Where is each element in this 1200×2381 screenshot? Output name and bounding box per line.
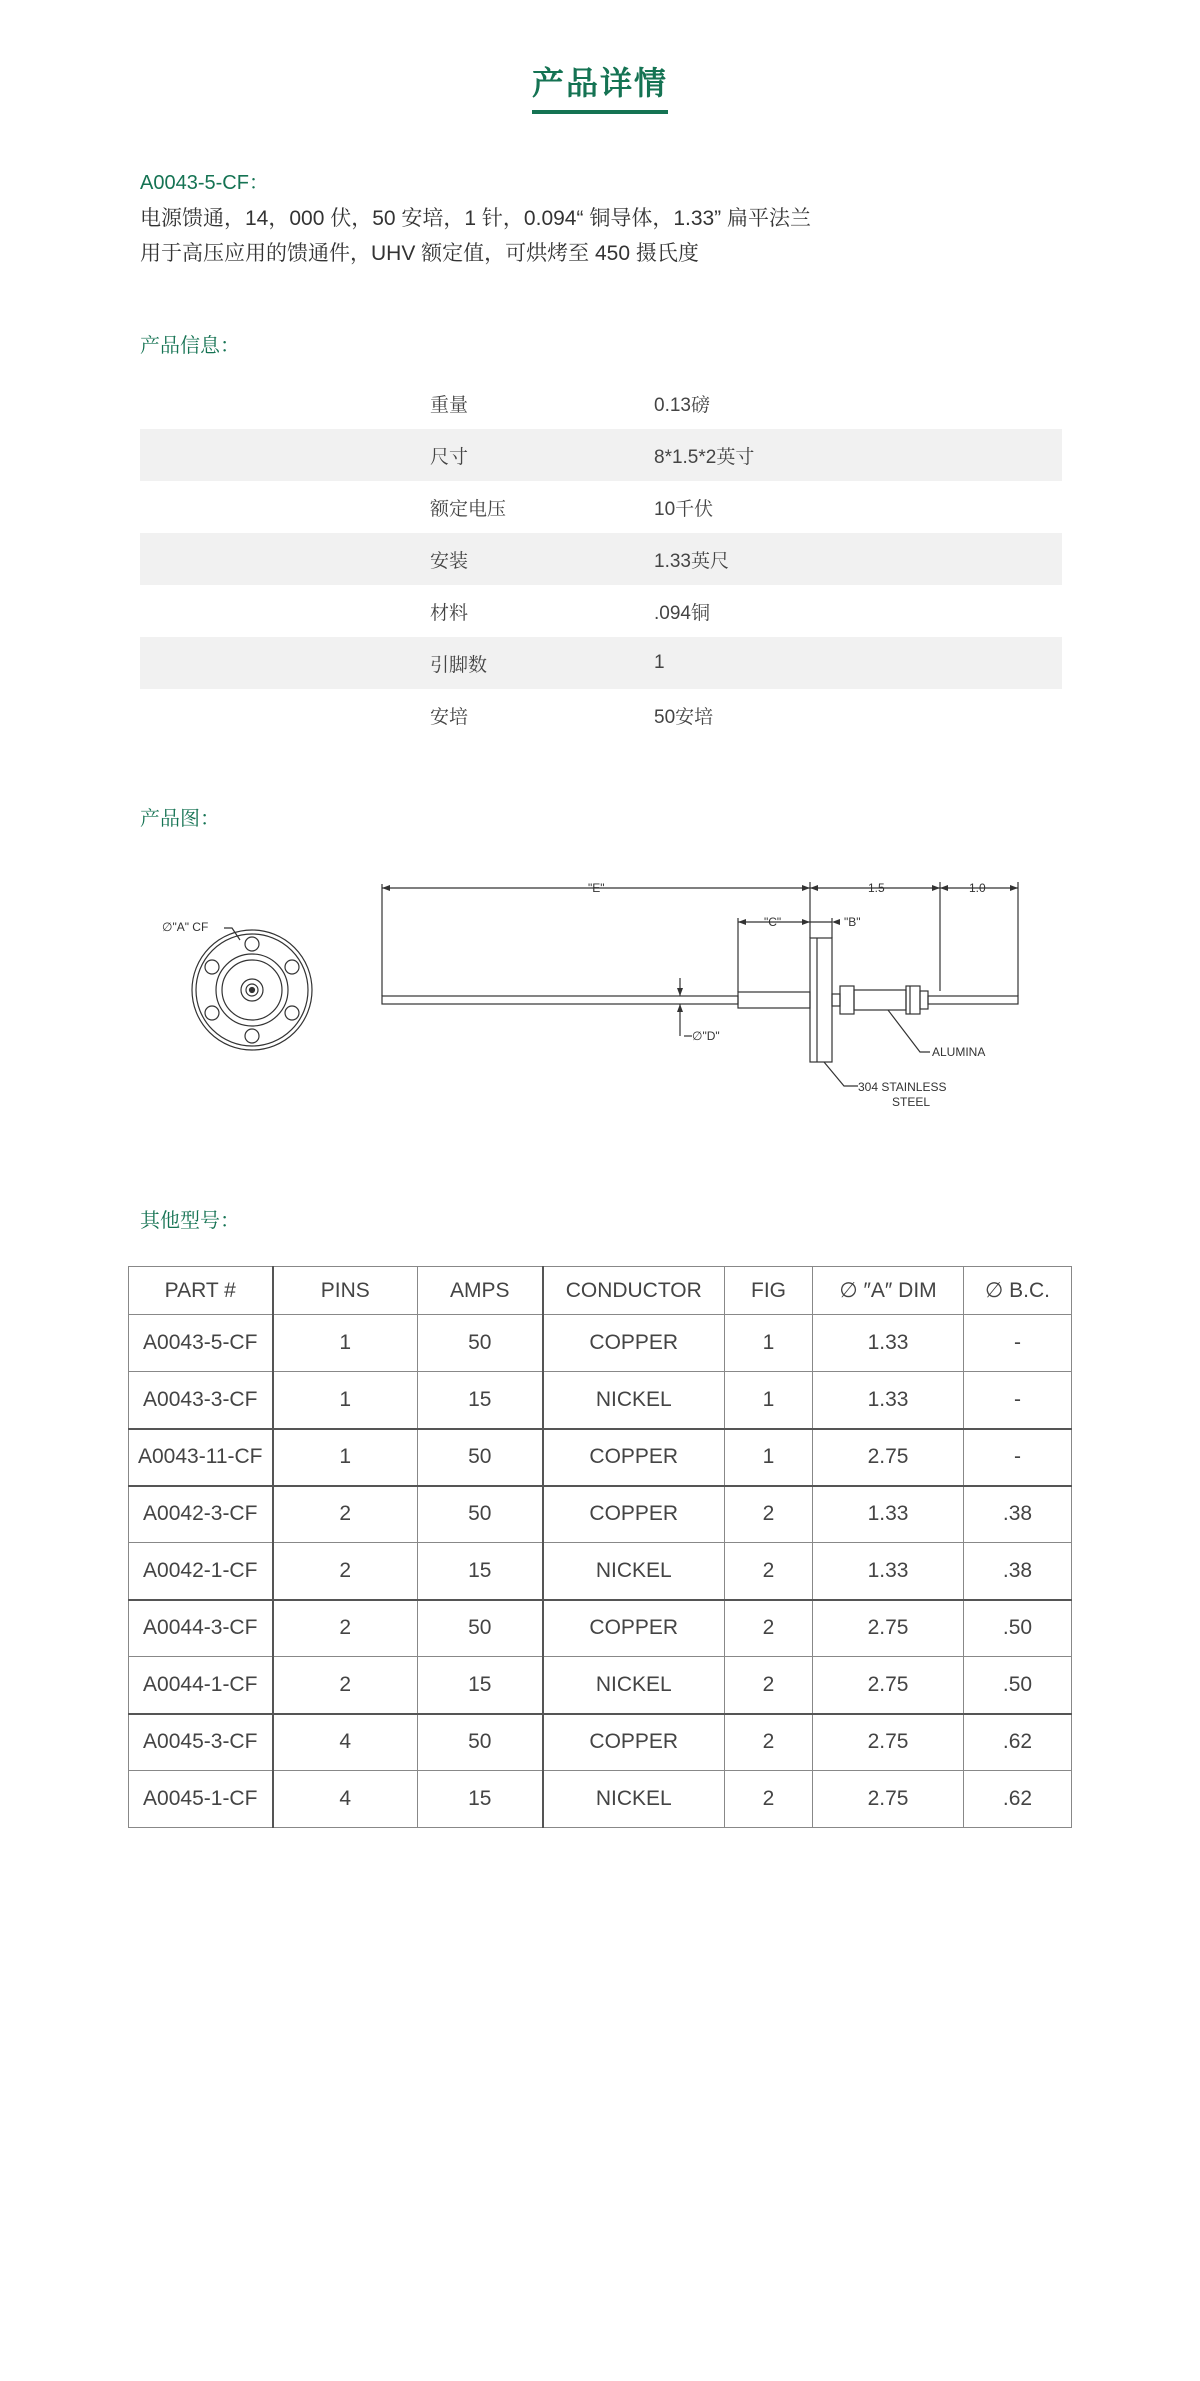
table-row — [129, 1372, 1072, 1429]
cell-amps: 50 — [418, 1600, 543, 1657]
other-models-table — [128, 1266, 1072, 1828]
cell-pins: 4 — [273, 1771, 418, 1828]
cell-bc: - — [964, 1372, 1072, 1429]
col-header-fig: FIG — [725, 1267, 813, 1315]
table-header-row — [129, 1267, 1072, 1315]
product-technical-drawing — [140, 860, 1060, 1120]
cell-fig: 2 — [725, 1543, 813, 1600]
feedthrough-side-view — [382, 882, 1018, 1086]
flange-dim-label: ∅"A" CF — [162, 920, 209, 934]
dim-e-label: "E" — [588, 881, 605, 895]
info-value: 1 — [654, 652, 665, 673]
cell-a-dim: 2.75 — [813, 1714, 964, 1771]
info-key: 尺寸 — [430, 446, 469, 468]
page-title: 产品详情 — [532, 58, 668, 114]
cell-pins: 1 — [273, 1315, 418, 1372]
dim-d-label: ∅"D" — [692, 1029, 720, 1043]
product-figure-label: 产品图： — [140, 808, 220, 830]
cell-fig: 2 — [725, 1657, 813, 1714]
dim-b-label: "B" — [844, 915, 861, 929]
cell-conductor: NICKEL — [543, 1657, 725, 1714]
info-key: 引脚数 — [430, 654, 488, 676]
cell-amps: 15 — [418, 1771, 543, 1828]
cell-part: A0043-5-CF — [129, 1315, 273, 1372]
cell-pins: 1 — [273, 1429, 418, 1486]
info-key: 重量 — [430, 394, 469, 416]
info-value: 8*1.5*2英寸 — [654, 446, 755, 468]
cell-fig: 2 — [725, 1771, 813, 1828]
cell-part: A0045-3-CF — [129, 1714, 273, 1771]
steel-label-line2: STEEL — [892, 1095, 931, 1109]
cell-amps: 50 — [418, 1315, 543, 1372]
cell-part: A0045-1-CF — [129, 1771, 273, 1828]
info-key: 安装 — [430, 550, 469, 572]
table-row — [129, 1600, 1072, 1657]
steel-label-line1: 304 STAINLESS — [858, 1080, 947, 1094]
cell-pins: 2 — [273, 1657, 418, 1714]
cell-fig: 2 — [725, 1714, 813, 1771]
col-header-conductor: CONDUCTOR — [543, 1267, 725, 1315]
cell-a-dim: 2.75 — [813, 1771, 964, 1828]
cell-a-dim: 1.33 — [813, 1543, 964, 1600]
cell-part: A0044-1-CF — [129, 1657, 273, 1714]
cell-conductor: COPPER — [543, 1600, 725, 1657]
cell-part: A0044-3-CF — [129, 1600, 273, 1657]
info-row — [140, 689, 1062, 741]
info-row — [140, 637, 1062, 689]
info-row — [140, 429, 1062, 481]
cell-pins: 2 — [273, 1486, 418, 1543]
table-row — [129, 1543, 1072, 1600]
info-row — [140, 533, 1062, 585]
table-row — [129, 1429, 1072, 1486]
product-info-label: 产品信息： — [140, 335, 240, 357]
cell-conductor: COPPER — [543, 1429, 725, 1486]
dim-10-label: 1.0 — [969, 881, 986, 895]
cell-a-dim: 2.75 — [813, 1600, 964, 1657]
info-value: 1.33英尺 — [654, 550, 729, 572]
cell-a-dim: 1.33 — [813, 1315, 964, 1372]
other-models-label: 其他型号： — [140, 1210, 240, 1232]
col-header-bc: ∅ B.C. — [964, 1267, 1072, 1315]
info-key: 安培 — [430, 706, 469, 728]
cell-amps: 50 — [418, 1714, 543, 1771]
info-value: 50安培 — [654, 706, 714, 728]
cell-part: A0042-3-CF — [129, 1486, 273, 1543]
cell-conductor: COPPER — [543, 1486, 725, 1543]
cell-conductor: COPPER — [543, 1714, 725, 1771]
flange-end-view — [192, 928, 312, 1050]
cell-pins: 1 — [273, 1372, 418, 1429]
dim-c-label: "C" — [764, 915, 782, 929]
cell-amps: 15 — [418, 1543, 543, 1600]
info-value: .094铜 — [654, 602, 710, 624]
dimension-arrowheads — [382, 885, 1018, 1012]
col-header-pins: PINS — [273, 1267, 418, 1315]
info-row — [140, 585, 1062, 637]
cell-fig: 1 — [725, 1429, 813, 1486]
cell-conductor: NICKEL — [543, 1372, 725, 1429]
cell-pins: 2 — [273, 1543, 418, 1600]
info-row — [140, 481, 1062, 533]
cell-fig: 2 — [725, 1600, 813, 1657]
cell-pins: 2 — [273, 1600, 418, 1657]
cell-fig: 1 — [725, 1315, 813, 1372]
col-header-part: PART # — [129, 1267, 273, 1315]
cell-a-dim: 2.75 — [813, 1429, 964, 1486]
cell-fig: 2 — [725, 1486, 813, 1543]
cell-bc: .62 — [964, 1714, 1072, 1771]
cell-part: A0043-3-CF — [129, 1372, 273, 1429]
cell-bc: .62 — [964, 1771, 1072, 1828]
cell-bc: - — [964, 1315, 1072, 1372]
cell-bc: .50 — [964, 1600, 1072, 1657]
table-row — [129, 1486, 1072, 1543]
page-title-wrap — [0, 58, 1200, 114]
product-info-table — [140, 377, 1062, 741]
cell-a-dim: 1.33 — [813, 1372, 964, 1429]
col-header-a-dim: ∅ ″A″ DIM — [813, 1267, 964, 1315]
alumina-label: ALUMINA — [932, 1045, 986, 1059]
table-row — [129, 1315, 1072, 1372]
description-line: 电源馈通，14，000 伏，50 安培，1 针，0.094“ 铜导体，1.33” 扁平法兰 — [140, 207, 812, 230]
cell-a-dim: 2.75 — [813, 1657, 964, 1714]
model-code: A0043-5-CF： — [140, 172, 269, 194]
cell-amps: 50 — [418, 1429, 543, 1486]
cell-part: A0043-11-CF — [129, 1429, 273, 1486]
cell-bc: .38 — [964, 1543, 1072, 1600]
cell-bc: .38 — [964, 1486, 1072, 1543]
info-key: 额定电压 — [430, 498, 507, 520]
info-value: 0.13磅 — [654, 394, 710, 416]
cell-a-dim: 1.33 — [813, 1486, 964, 1543]
cell-conductor: COPPER — [543, 1315, 725, 1372]
dim-15-label: 1.5 — [868, 881, 885, 895]
cell-conductor: NICKEL — [543, 1771, 725, 1828]
cell-pins: 4 — [273, 1714, 418, 1771]
table-row — [129, 1771, 1072, 1828]
cell-amps: 15 — [418, 1657, 543, 1714]
col-header-amps: AMPS — [418, 1267, 543, 1315]
info-key: 材料 — [430, 602, 469, 624]
cell-amps: 15 — [418, 1372, 543, 1429]
info-row — [140, 377, 1062, 429]
cell-conductor: NICKEL — [543, 1543, 725, 1600]
info-value: 10千伏 — [654, 498, 714, 520]
table-row — [129, 1714, 1072, 1771]
cell-part: A0042-1-CF — [129, 1543, 273, 1600]
table-row — [129, 1657, 1072, 1714]
description-line: 用于高压应用的馈通件，UHV 额定值，可烘烤至 450 摄氏度 — [140, 242, 699, 265]
cell-amps: 50 — [418, 1486, 543, 1543]
cell-bc: .50 — [964, 1657, 1072, 1714]
cell-fig: 1 — [725, 1372, 813, 1429]
cell-bc: - — [964, 1429, 1072, 1486]
